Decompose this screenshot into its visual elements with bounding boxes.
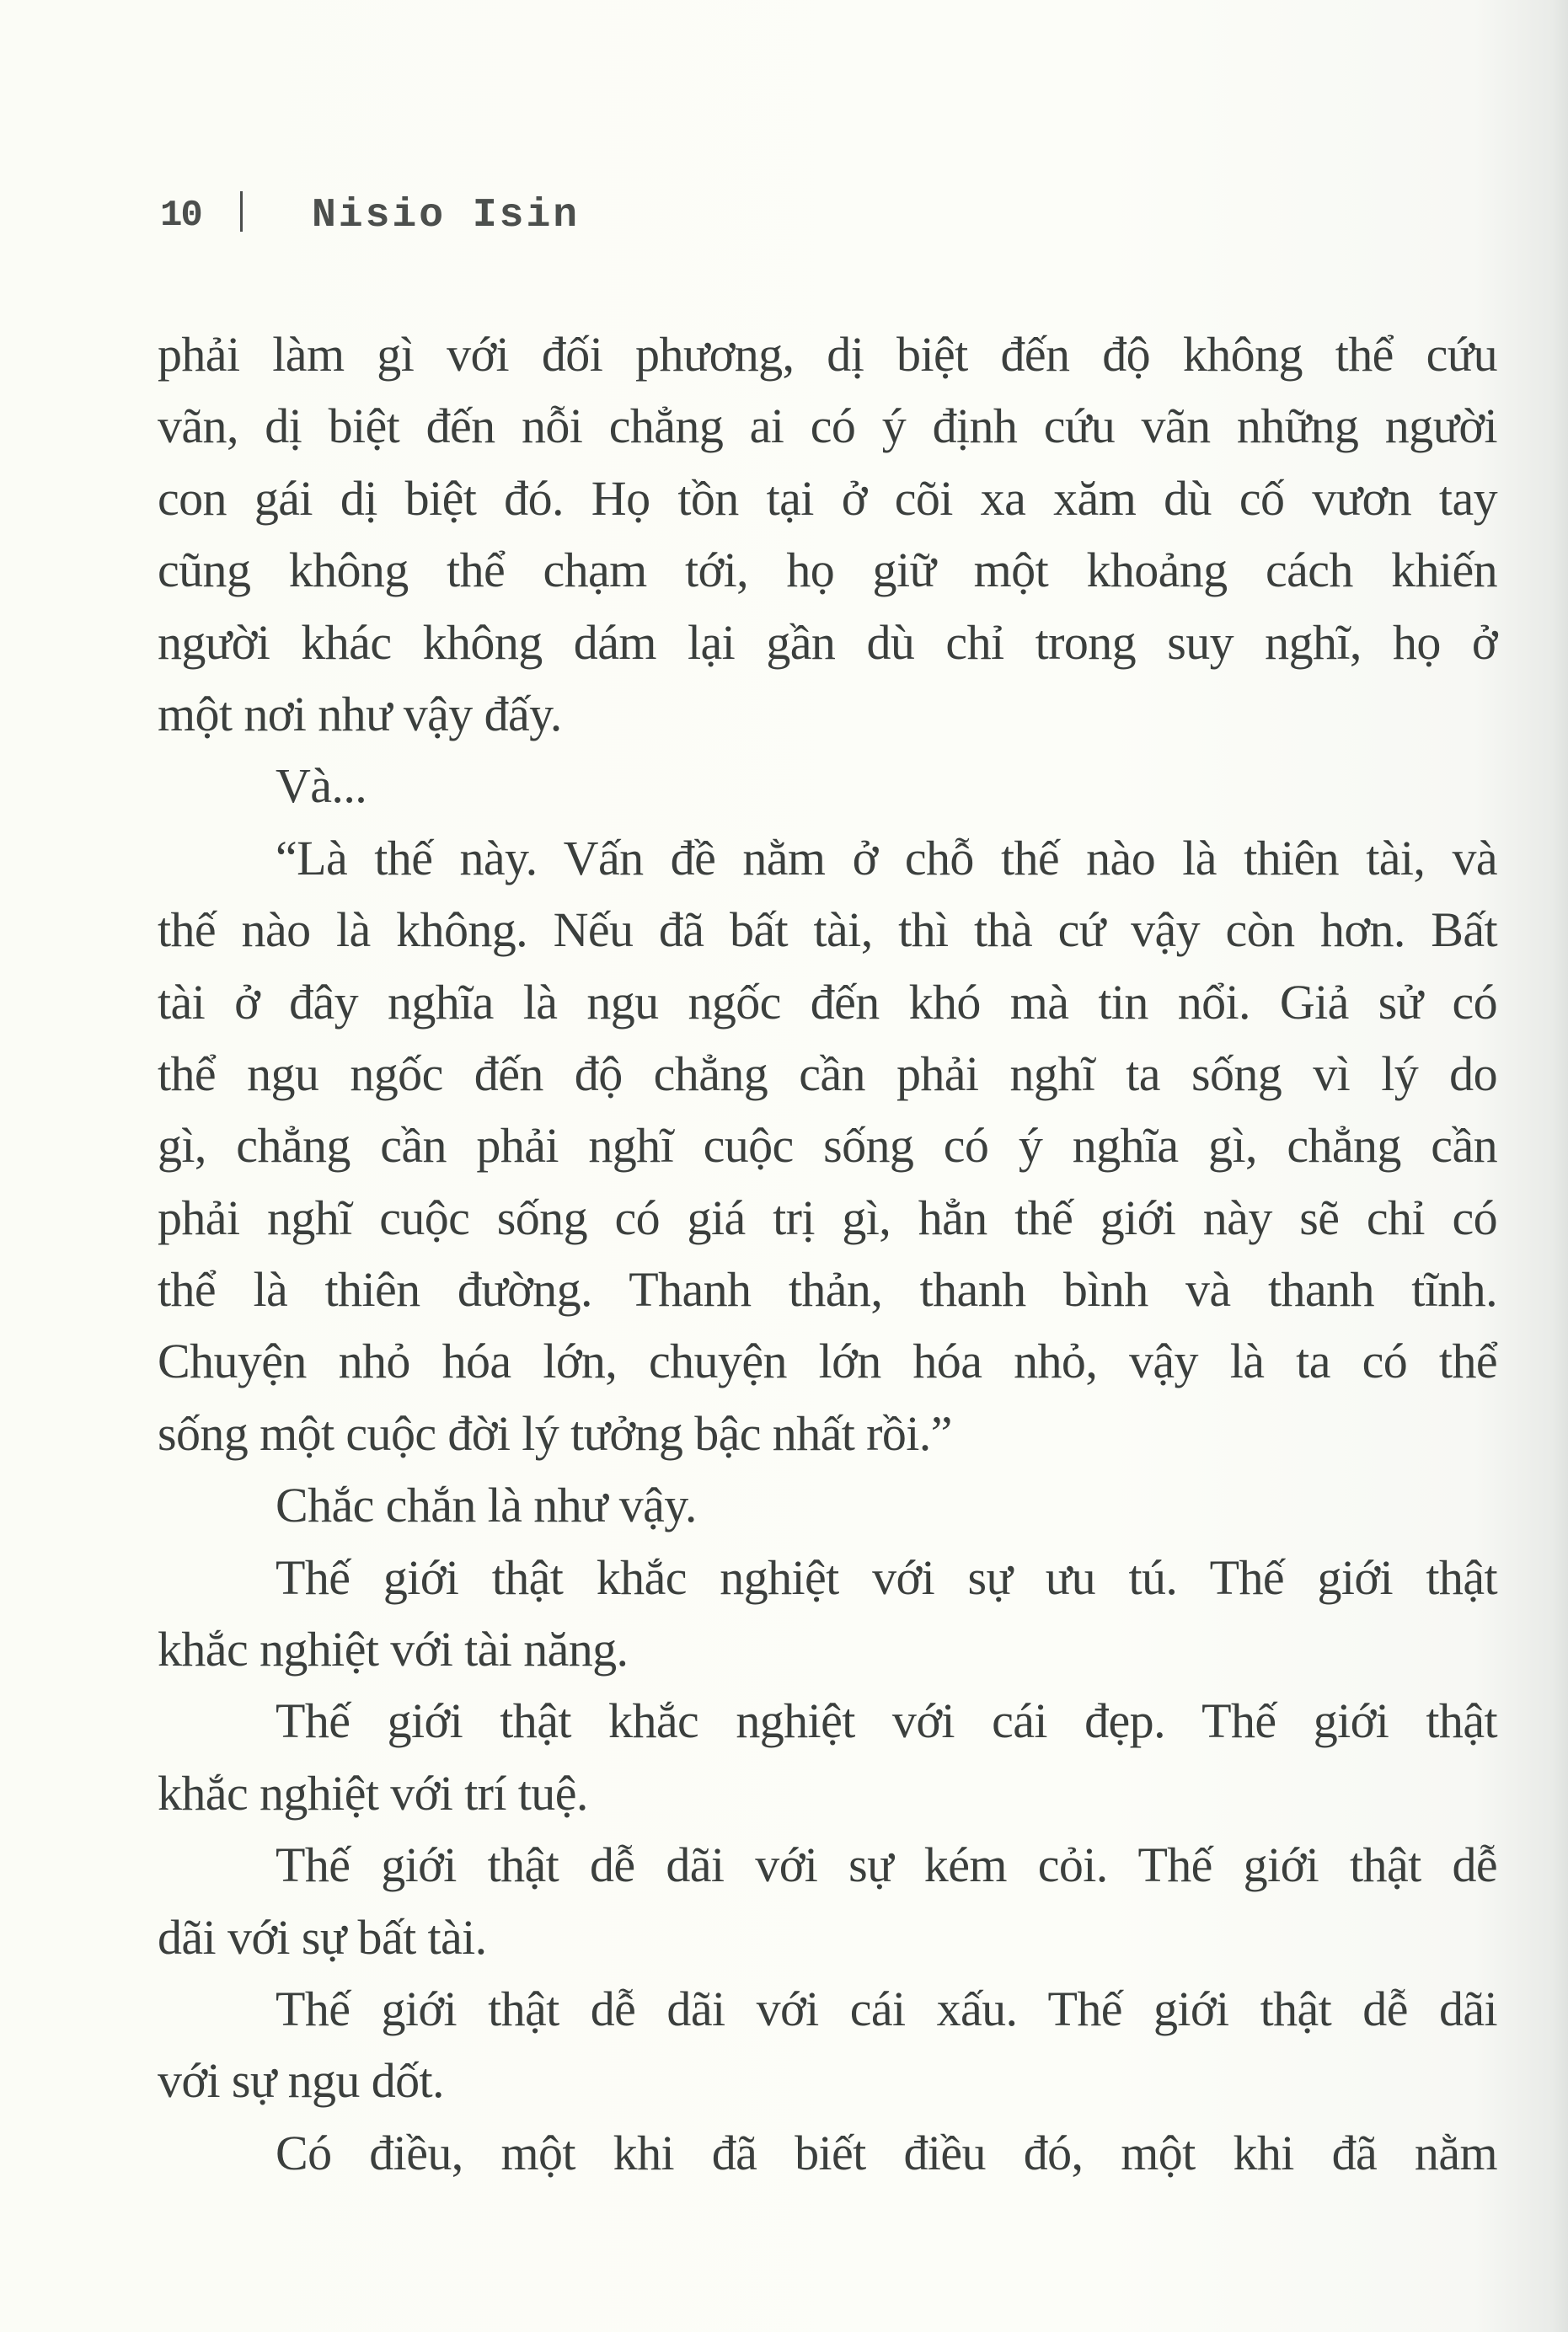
text-line: Thế giới thật khắc nghiệt với sự ưu tú. Thế giới thật: [276, 1549, 1497, 1605]
text-line: khắc nghiệt với tài năng.: [158, 1622, 629, 1677]
text-line: thể ngu ngốc đến độ chẳng cần phải nghĩ ta sống vì lý do: [158, 1046, 1497, 1101]
text-line: khắc nghiệt với trí tuệ.: [158, 1765, 588, 1821]
text-line: con gái dị biệt đó. Họ tồn tại ở cõi xa xăm dù cố vươn tay: [158, 470, 1497, 526]
text-line: Chuyện nhỏ hóa lớn, chuyện lớn hóa nhỏ, vậy là ta có thể: [158, 1334, 1497, 1389]
text-line: Thế giới thật dễ dãi với sự kém cỏi. Thế giới thật dễ: [276, 1837, 1497, 1893]
text-line: sống một cuộc đời lý tưởng bậc nhất rồi.”: [158, 1405, 952, 1461]
text-line: Chắc chắn là như vậy.: [276, 1478, 697, 1533]
text-line: cũng không thể chạm tới, họ giữ một khoảng cách khiến: [158, 543, 1497, 598]
text-line: vãn, dị biệt đến nỗi chẳng ai có ý định cứu vãn những người: [158, 398, 1497, 454]
text-line: gì, chẳng cần phải nghĩ cuộc sống có ý nghĩa gì, chẳng cần: [158, 1118, 1497, 1174]
body-text: [158, 318, 1497, 2189]
text-line: thế nào là không. Nếu đã bất tài, thì thà cứ vậy còn hơn. Bất: [158, 902, 1497, 958]
text-line: dãi với sự bất tài.: [158, 1909, 487, 1965]
text-line: Thế giới thật dễ dãi với cái xấu. Thế giới thật dễ dãi: [276, 1981, 1497, 2036]
text-line: Thế giới thật khắc nghiệt với cái đẹp. Thế giới thật: [276, 1693, 1497, 1749]
text-line: Và...: [276, 758, 367, 814]
text-line: phải nghĩ cuộc sống có giá trị gì, hẳn thế giới này sẽ chỉ có: [158, 1190, 1497, 1245]
header-divider: [240, 191, 243, 232]
text-line: phải làm gì với đối phương, dị biệt đến độ không thể cứu: [158, 327, 1497, 382]
page-number: 10: [160, 195, 201, 237]
text-line: thể là thiên đường. Thanh thản, thanh bình và thanh tĩnh.: [158, 1262, 1497, 1318]
text-line: tài ở đây nghĩa là ngu ngốc đến khó mà tin nổi. Giả sử có: [158, 974, 1497, 1030]
text-line: “Là thế này. Vấn đề nằm ở chỗ thế nào là thiên tài, và: [276, 830, 1497, 885]
text-line: Có điều, một khi đã biết điều đó, một khi đã nằm: [276, 2125, 1497, 2180]
text-line: người khác không dám lại gần dù chỉ trong suy nghĩ, họ ở: [158, 614, 1497, 670]
text-line: một nơi như vậy đấy.: [158, 686, 562, 741]
running-header: [160, 190, 580, 241]
author-name: Nisio Isin: [312, 193, 581, 238]
text-line: với sự ngu dốt.: [158, 2053, 444, 2109]
